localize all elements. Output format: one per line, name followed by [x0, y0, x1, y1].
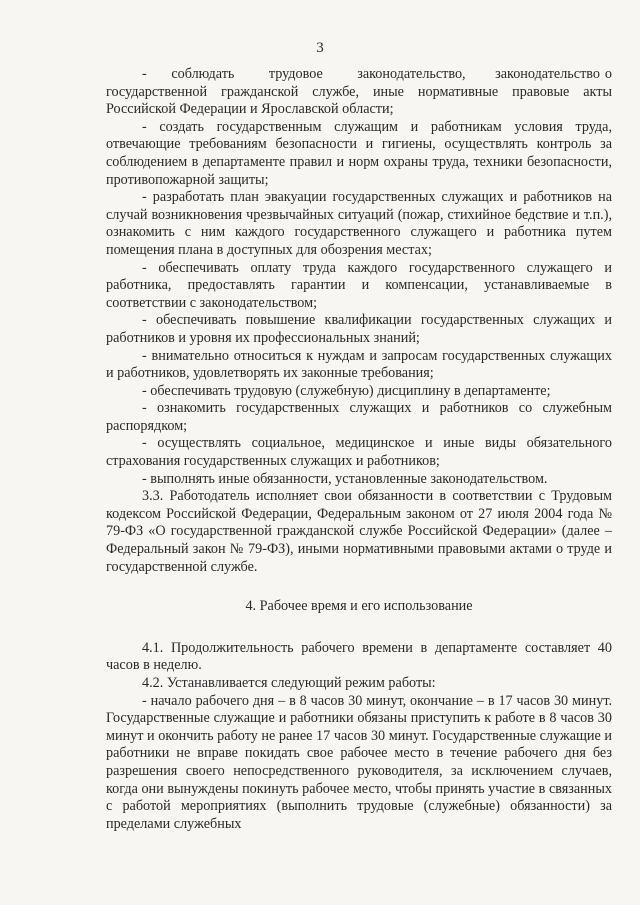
- paragraph-3-3: 3.3. Работодатель исполняет свои обязанности в соответствии с Трудовым кодексом Российской Федерации, Федеральным законом от 27 июля 2004 года № 79-ФЗ «О государственной гражданской службе Российской Федерации» (далее – Федеральный закон № 79-ФЗ), иными нормативными правовыми актами о труде и государственной службе.: [106, 488, 612, 575]
- paragraph-4-2: 4.2. Устанавливается следующий режим работы:: [142, 675, 436, 691]
- paragraph-obligation-attention-needs: - внимательно относиться к нуждам и запросам государственных служащих и работников, удовлетворять их законные требования;: [106, 347, 612, 382]
- paragraph-obligation-insurance: - осуществлять социальное, медицинское и иные виды обязательного страхования государственных служащих и работников;: [106, 435, 612, 470]
- section-heading: 4. Рабочее время и его использование: [245, 598, 473, 615]
- document-body: [106, 66, 612, 833]
- page-number: 3: [316, 40, 324, 56]
- paragraph-4-1: 4.1. Продолжительность рабочего времени в департаменте составляет 40 часов в неделю.: [106, 639, 612, 674]
- paragraph-obligation-comply-law: - соблюдать трудовое законодательство, законодательство о государственной гражданской службе, иные нормативные правовые акты Российской Федерации и Ярославской области;: [106, 66, 612, 118]
- paragraph-obligation-payment: - обеспечивать оплату труда каждого государственного служащего и работника, предоставлять гарантии и компенсации, устанавливаемые в соответствии с законодательством;: [106, 259, 612, 311]
- paragraph-obligation-qualification: - обеспечивать повышение квалификации государственных служащих и работников и уровня их профессиональных знаний;: [106, 312, 612, 346]
- paragraph-obligation-evacuation-plan: - разработать план эвакуации государственных служащих и работников на случай возникновения чрезвычайных ситуаций (пожар, стихийное бедствие и т.п.), ознакомить с ним каждого государственного служащего и работника путем помещения плана в доступных для обозрения местах;: [106, 189, 612, 258]
- paragraph-obligation-other: - выполнять иные обязанности, установленные законодательством.: [142, 470, 548, 487]
- paragraph-work-schedule: - начало рабочего дня – в 8 часов 30 минут, окончание – в 17 часов 30 минут. Государственные служащие и работники обязаны приступить к работе в 8 часов 30 минут и окончить работу не ранее 17 часов 30 минут. Государственные служащие и работники не вправе покидать свое рабочее место в течение рабочего дня без разрешения своего непосредственного руководителя, за исключением случаев, когда они вынуждены покинуть рабочее место, чтобы принять участие в связанных с работой мероприятиях (выполнить трудовые (служебные) обязанности) за пределами служебных: [106, 692, 612, 832]
- paragraph-obligation-discipline: - обеспечивать трудовую (служебную) дисциплину в департаменте;: [142, 382, 551, 399]
- paragraph-obligation-familiarize-schedule: - ознакомить государственных служащих и работников со служебным распорядком;: [106, 400, 612, 434]
- paragraph-obligation-working-conditions: - создать государственным служащим и работникам условия труда, отвечающие требованиям безопасности и гигиены, осуществлять контроль за соблюдением в департаменте правил и норм охраны труда, техники безопасности, противопожарной защиты;: [106, 118, 612, 188]
